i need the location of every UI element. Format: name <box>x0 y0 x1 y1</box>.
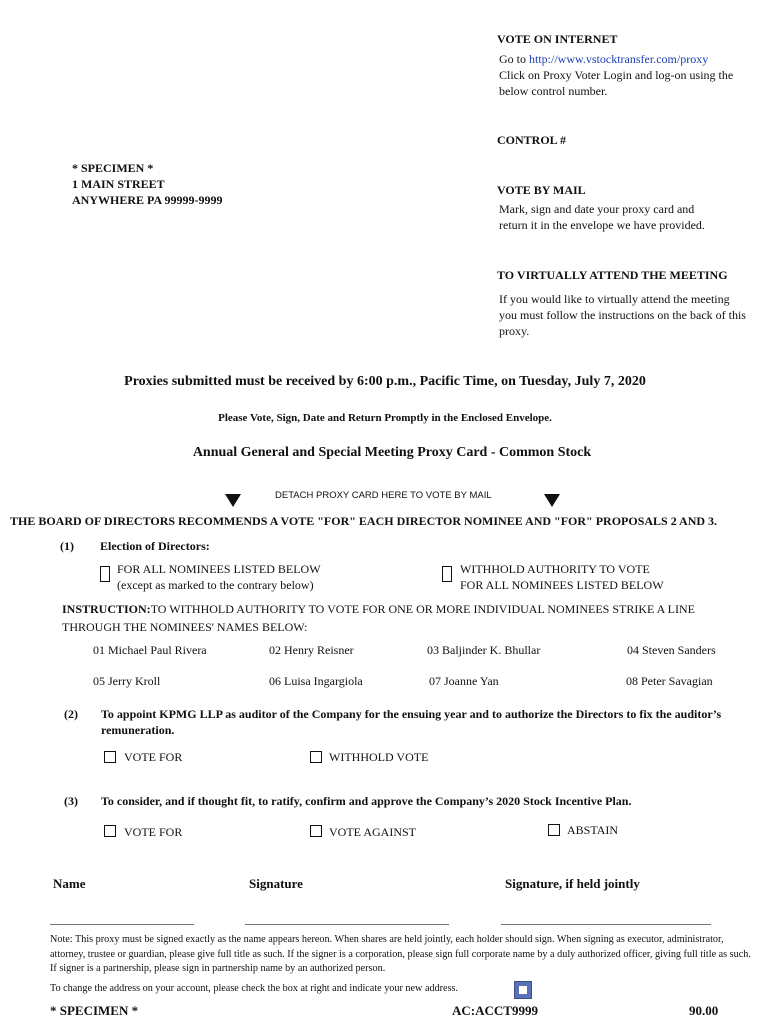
withhold-all-checkbox[interactable] <box>442 566 452 582</box>
instruction-line1 <box>62 602 695 617</box>
item1-title: Election of Directors: <box>100 539 210 553</box>
footer-amount: 90.00 <box>689 1003 719 1018</box>
withhold-label-line1: WITHHOLD AUTHORITY TO VOTE <box>460 562 650 576</box>
footer-specimen: * SPECIMEN * <box>50 1003 139 1018</box>
joint-signature-field[interactable]: ___________________________________ <box>501 912 711 926</box>
for-all-label-line1: FOR ALL NOMINEES LISTED BELOW <box>117 562 321 576</box>
for-all-nominees-checkbox[interactable] <box>100 566 110 582</box>
nominee[interactable]: 06 Luisa Ingargiola <box>269 674 363 688</box>
board-recommendation: THE BOARD OF DIRECTORS RECOMMENDS A VOTE "FOR" EACH DIRECTOR NOMINEE AND "FOR" PROPOSALS 2 AND 3. <box>10 514 718 528</box>
item2-text-line2: remuneration. <box>101 723 175 737</box>
vote-internet-heading: VOTE ON INTERNET <box>497 32 618 46</box>
item2-number: (2) <box>64 707 78 721</box>
attend-heading: TO VIRTUALLY ATTEND THE MEETING <box>497 268 728 282</box>
please-vote-notice: Please Vote, Sign, Date and Return Promptly in the Enclosed Envelope. <box>218 412 552 424</box>
instruction-text: TO WITHHOLD AUTHORITY TO VOTE FOR ONE OR MORE INDIVIDUAL NOMINEES STRIKE A LINE <box>150 602 695 616</box>
address-change-checkbox[interactable] <box>514 981 532 999</box>
detach-instruction: DETACH PROXY CARD HERE TO VOTE BY MAIL <box>275 490 492 501</box>
control-number-label: CONTROL # <box>497 133 567 147</box>
nominee[interactable]: 03 Baljinder K. Bhullar <box>427 643 541 657</box>
deadline-notice: Proxies submitted must be received by 6:00 p.m., Pacific Time, on Tuesday, July 7, 2020 <box>124 374 646 389</box>
detach-arrow-left-icon <box>225 494 241 507</box>
vote-mail-line2: return it in the envelope we have provided. <box>499 218 705 232</box>
nominee[interactable]: 02 Henry Reisner <box>269 643 354 657</box>
item3-vote-for-label: VOTE FOR <box>124 825 183 839</box>
name-label: Name <box>53 876 86 891</box>
for-all-label-line2: (except as marked to the contrary below) <box>117 578 314 592</box>
address-line3: ANYWHERE PA 99999-9999 <box>72 193 223 207</box>
nominee[interactable]: 04 Steven Sanders <box>627 643 716 657</box>
instruction-label: INSTRUCTION: <box>62 602 151 616</box>
card-title: Annual General and Special Meeting Proxy Card - Common Stock <box>192 445 592 460</box>
go-to-label: Go to <box>499 52 526 66</box>
vote-internet-line3: below control number. <box>499 84 608 98</box>
attend-line1: If you would like to virtually attend the meeting <box>499 292 730 306</box>
joint-signature-label: Signature, if held jointly <box>505 876 640 891</box>
withhold-label-line2: FOR ALL NOMINEES LISTED BELOW <box>460 578 664 592</box>
vote-mail-line1: Mark, sign and date your proxy card and <box>499 202 695 216</box>
address-change-text: To change the address on your account, please check the box at right and indicate your new address. <box>50 983 459 994</box>
item3-vote-against-label: VOTE AGAINST <box>329 825 416 839</box>
item3-number: (3) <box>64 794 78 808</box>
nominee[interactable]: 07 Joanne Yan <box>429 674 499 688</box>
item2-text-line1: To appoint KPMG LLP as auditor of the Company for the ensuing year and to authorize the Directors to fix the auditor’s <box>101 707 722 721</box>
item3-vote-for-checkbox[interactable] <box>104 825 116 837</box>
address-line2: 1 MAIN STREET <box>72 177 165 191</box>
signature-label: Signature <box>249 876 303 891</box>
proxy-url-link[interactable]: http://www.vstocktransfer.com/proxy <box>529 52 709 66</box>
item3-text: To consider, and if thought fit, to ratify, confirm and approve the Company’s 2020 Stock Incentive Plan. <box>101 794 632 808</box>
item1-number: (1) <box>60 539 74 553</box>
signature-field[interactable]: __________________________________ <box>245 912 449 926</box>
attend-line3: proxy. <box>499 324 530 338</box>
item3-vote-against-checkbox[interactable] <box>310 825 322 837</box>
item2-vote-for-label: VOTE FOR <box>124 750 183 764</box>
attend-line2: you must follow the instructions on the back of this <box>499 308 746 322</box>
vote-internet-line2: Click on Proxy Voter Login and log-on using the <box>499 68 734 82</box>
nominee[interactable]: 01 Michael Paul Rivera <box>93 643 207 657</box>
vote-internet-line1 <box>499 52 708 67</box>
item3-abstain-checkbox[interactable] <box>548 824 560 836</box>
item2-vote-for-checkbox[interactable] <box>104 751 116 763</box>
detach-arrow-right-icon <box>544 494 560 507</box>
vote-mail-heading: VOTE BY MAIL <box>497 183 586 197</box>
footer-account: AC:ACCT9999 <box>452 1003 538 1018</box>
item3-abstain-label: ABSTAIN <box>567 823 619 837</box>
item2-withhold-checkbox[interactable] <box>310 751 322 763</box>
instruction-line2: THROUGH THE NOMINEES' NAMES BELOW: <box>62 620 308 634</box>
address-line1: * SPECIMEN * <box>72 161 154 175</box>
name-field[interactable]: ________________________ <box>50 912 194 926</box>
signing-note: Note: This proxy must be signed exactly as the name appears hereon. When shares are held jointly, each holder should sign. When signing as executor, administrator, attorney, trustee or guardian, please give full title as such. If the signer is a corporation, please sign full corporate name by a duly authorized officer, giving full title as such. If signer is a partnership, please sign in partnership name by an authorized person. <box>50 934 751 974</box>
item2-withhold-label: WITHHOLD VOTE <box>329 750 429 764</box>
nominee[interactable]: 05 Jerry Kroll <box>93 674 161 688</box>
nominee[interactable]: 08 Peter Savagian <box>626 674 713 688</box>
